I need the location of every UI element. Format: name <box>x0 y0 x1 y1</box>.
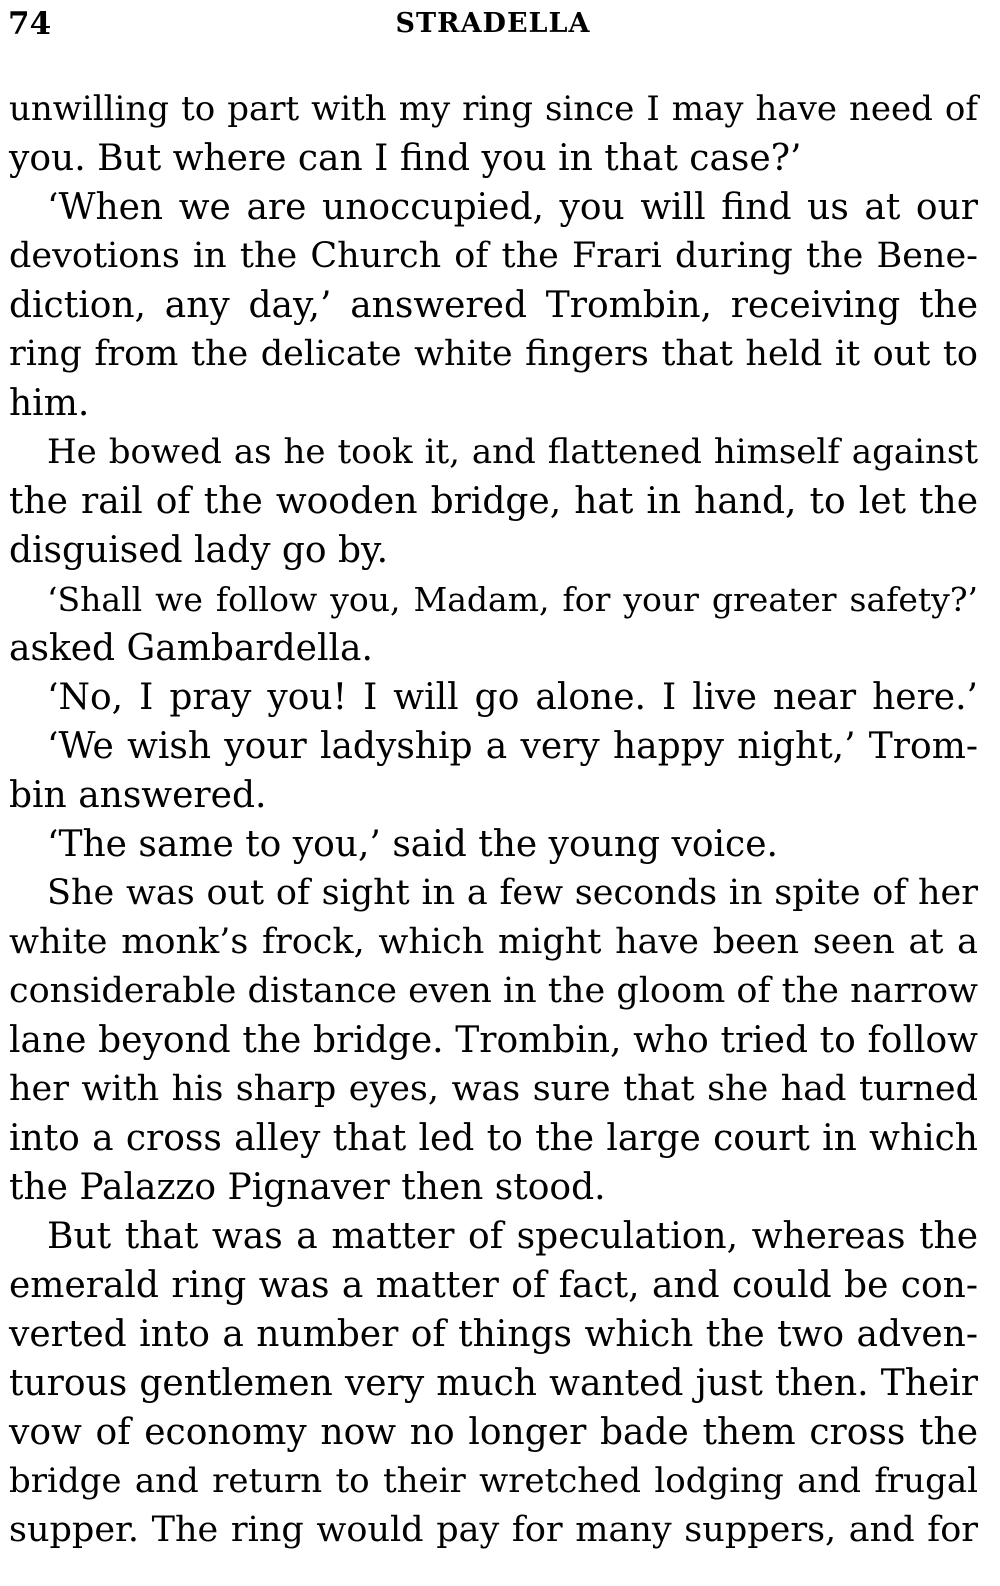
text-line: you. But where can I find you in that case?’ <box>9 138 802 179</box>
text-line: the Palazzo Pignaver then stood. <box>9 1167 606 1208</box>
text-line: ‘No, I pray you! I will go alone. I live near here.’ <box>47 677 978 718</box>
text-line: asked Gambardella. <box>9 628 373 669</box>
text-line: white monk’s frock, which might have been seen at a <box>9 922 978 962</box>
text-line: bridge and return to their wretched lodging and frugal <box>9 1461 978 1501</box>
text-line: ring from the delicate white fingers that held it out to <box>9 334 978 374</box>
page-number: 74 <box>8 6 52 42</box>
text-line: the rail of the wooden bridge, hat in hand, to let the <box>9 481 978 522</box>
text-line: verted into a number of things which the two adven- <box>9 1314 978 1355</box>
text-line: him. <box>9 383 90 424</box>
running-head: STRADELLA <box>395 8 591 39</box>
text-line: unwilling to part with my ring since I may have need of <box>9 89 978 129</box>
text-line: lane beyond the bridge. Trombin, who tried to follow <box>9 1020 978 1061</box>
text-line: ‘When we are unoccupied, you will find us at our <box>47 187 978 228</box>
text-line: vow of economy now no longer bade them cross the <box>9 1412 978 1453</box>
text-line: into a cross alley that led to the large court in which <box>9 1118 978 1159</box>
text-line: She was out of sight in a few seconds in spite of her <box>47 873 978 913</box>
text-line: her with his sharp eyes, was sure that she had turned <box>9 1069 978 1109</box>
text-line: But that was a matter of speculation, whereas the <box>47 1216 978 1257</box>
text-line: diction, any day,’ answered Trombin, receiving the <box>9 285 978 326</box>
text-line: devotions in the Church of the Frari during the Bene- <box>9 236 978 276</box>
text-line: disguised lady go by. <box>9 530 389 571</box>
text-line: considerable distance even in the gloom of the narrow <box>9 971 978 1011</box>
body-text <box>9 85 978 1555</box>
text-line: emerald ring was a matter of fact, and could be con- <box>9 1265 978 1306</box>
text-line: He bowed as he took it, and flattened himself against <box>47 432 978 472</box>
text-line: ‘Shall we follow you, Madam, for your greater safety?’ <box>47 580 978 619</box>
text-line: ‘The same to you,’ said the young voice. <box>47 824 778 865</box>
text-line: bin answered. <box>9 775 267 816</box>
text-line: ‘We wish your ladyship a very happy night,’ Trom- <box>47 726 978 767</box>
text-line: supper. The ring would pay for many suppers, and for <box>9 1510 978 1550</box>
text-line: turous gentlemen very much wanted just then. Their <box>9 1363 978 1404</box>
page-header <box>8 4 978 44</box>
